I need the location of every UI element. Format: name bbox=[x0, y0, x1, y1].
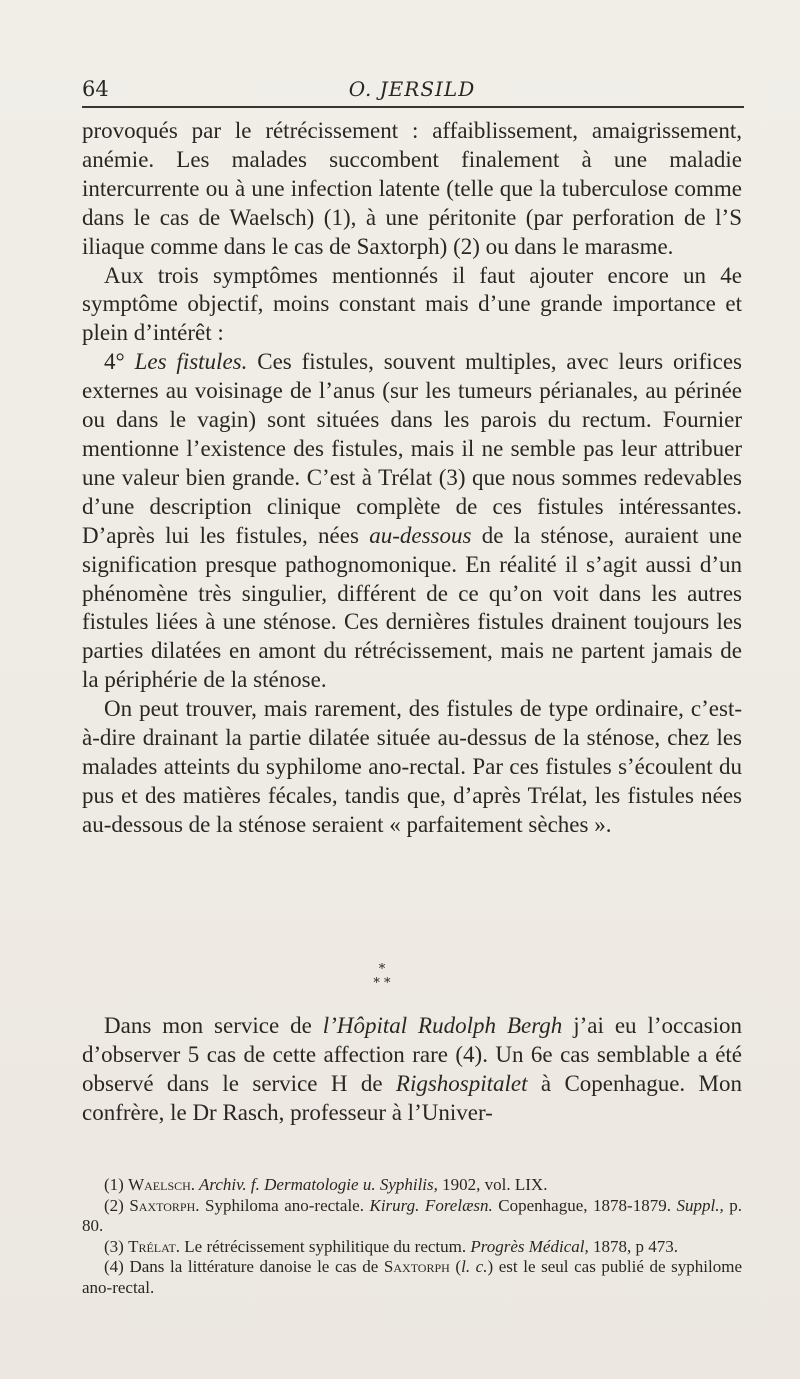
asterism-bottom: * * bbox=[373, 976, 391, 991]
footnote-text: ) est le seul cas publié de syphilome ano-rectal. bbox=[82, 1257, 742, 1297]
asterism-top: * bbox=[378, 962, 386, 977]
footnote-number: (3) bbox=[104, 1236, 129, 1256]
footnote-text: Dans la littérature danoise le cas de bbox=[129, 1257, 384, 1276]
footnote-number: (4) bbox=[104, 1257, 130, 1276]
paragraph-1: provoqués par le rétrécissement : affaiblissement, amaigrissement, anémie. Les malades succombent finalement à une maladie intercurrente ou à une infection latente (telle que la tuberculose comme dans le cas de Waelsch) (1), à une péritonite (par perforation de l’S iliaque comme dans le cas de Saxtorph) (2) ou dans le marasme. bbox=[82, 118, 742, 259]
section-title: Les fistules. bbox=[134, 349, 248, 375]
main-text bbox=[82, 117, 742, 840]
paragraph-5-part-c: à Copenhague. Mon confrère, le Dr Rasch, professeur à l’Univer- bbox=[82, 1070, 742, 1125]
paragraph-3-part-a: Ces fistules, souvent multiples, avec leurs orifices externes au voisinage de l’anus (sur les tumeurs périanales, au périnée ou dans le vagin) sont situées dans les parois du rectum. Fournier mentionne l’existence des fistules, mais il ne semble pas leur attribuer une valeur bien grande. C’est à Trélat (3) que nous sommes redevables d’une description clinique complète de ces fistules intéressantes. D’après lui les fistules, nées bbox=[82, 349, 742, 548]
footnote-text: Le rétrécissement syphilitique du rectum. bbox=[180, 1236, 471, 1256]
footnote-text: 1878, p 473. bbox=[588, 1236, 678, 1256]
footnote-loc-cit: l. c. bbox=[461, 1257, 488, 1276]
footnote-text: Copenhague, 1878-1879. bbox=[492, 1195, 677, 1215]
footnote-text: 1902, vol. LIX. bbox=[437, 1175, 548, 1194]
emphasis-au-dessous: au-dessous bbox=[369, 522, 472, 548]
main-text-continued bbox=[82, 1012, 742, 1128]
footnote-text: Syphiloma ano-rectale. bbox=[199, 1195, 370, 1215]
footnote-author: Trélat. bbox=[128, 1236, 181, 1256]
footnote-title: Progrès Médical, bbox=[470, 1236, 589, 1256]
footnote-author: Saxtorph bbox=[383, 1257, 450, 1276]
paragraph-4: On peut trouver, mais rarement, des fistules de type ordinaire, c’est-à-dire drainant la partie dilatée située au-dessus de la sténose, chez les malades atteints du syphilome ano-rectal. Par ces fistules s’écoulent du pus et des matières fécales, tandis que, d’après Trélat, les fistules nées au-dessous de la sténose seraient « parfaitement sèches ». bbox=[82, 696, 742, 837]
footnote-1 bbox=[82, 1175, 742, 1196]
footnote-2 bbox=[82, 1196, 742, 1237]
footnote-title: Kirurg. Forelæsn. bbox=[369, 1195, 493, 1215]
paragraph-5 bbox=[82, 1012, 742, 1128]
paragraph-5-part-b: j’ai eu l’occasion d’observer 5 cas de cette affection rare (4). Un 6e cas semblable a été observé dans le service H de bbox=[82, 1013, 743, 1096]
footnote-3 bbox=[82, 1237, 742, 1258]
footnotes bbox=[82, 1175, 742, 1298]
section-break-asterism bbox=[82, 963, 682, 991]
paragraph-5-part-a: Dans mon service de bbox=[104, 1013, 323, 1038]
footnote-title: Archiv. f. Dermatologie u. Syphilis, bbox=[195, 1175, 438, 1194]
footnote-number: (1) bbox=[104, 1175, 129, 1194]
footnote-suppl: Suppl., bbox=[676, 1195, 724, 1215]
running-head: O. JERSILD bbox=[348, 77, 476, 101]
paragraph-3 bbox=[82, 348, 742, 695]
footnote-text: p. 80. bbox=[82, 1195, 742, 1235]
paragraph-3-part-b: de la sténose, auraient une signification presque pathognomonique. En réalité il s’agit aussi d’un phénomène très singulier, différent de ce qu’on voit dans les autres fistules liées à une sténose. Ces dernières fistules drainent toujours les parties dilatées en amont du rétrécissement, mais ne partent jamais de la périphérie de la sténose. bbox=[82, 522, 742, 693]
footnote-author: Waelsch. bbox=[128, 1175, 196, 1194]
hospital-name: l’Hôpital Rudolph Bergh bbox=[322, 1013, 563, 1038]
page-number: 64 bbox=[82, 77, 109, 101]
footnote-number: (2) bbox=[104, 1195, 130, 1215]
footnote-text: ( bbox=[449, 1257, 462, 1276]
rigshospitalet-name: Rigshospitalet bbox=[395, 1070, 528, 1096]
footnote-author: Saxtorph. bbox=[129, 1195, 200, 1215]
list-number: 4° bbox=[104, 349, 135, 375]
paragraph-2: Aux trois symptômes mentionnés il faut ajouter encore un 4e symptôme objectif, moins constant mais d’une grande importance et plein d’intérêt : bbox=[82, 262, 742, 346]
page-header bbox=[82, 74, 742, 104]
header-rule bbox=[82, 106, 744, 108]
footnote-4 bbox=[82, 1257, 742, 1298]
